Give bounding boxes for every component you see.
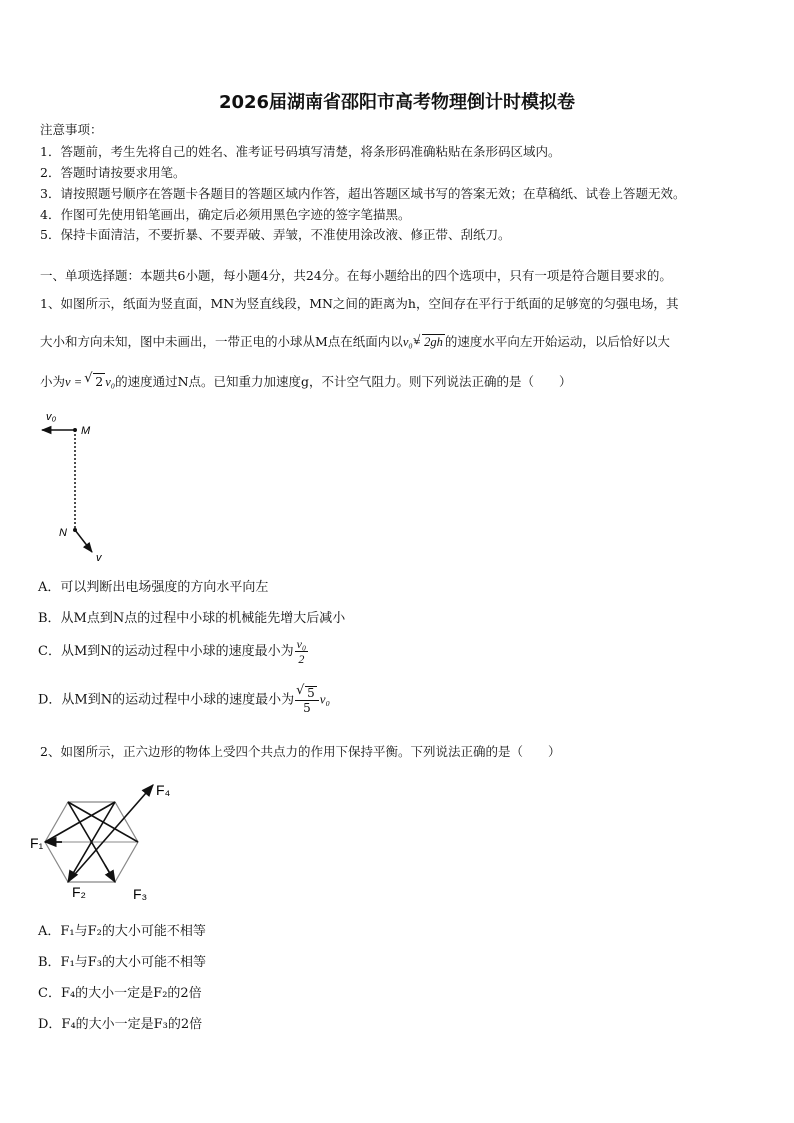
label-f4: F₄ <box>156 782 171 798</box>
label-v: v <box>96 552 102 564</box>
q1-option-d-num: √ 5 <box>305 686 317 699</box>
q1-figure <box>30 400 140 570</box>
v-arrow <box>75 530 92 552</box>
notice-item-2: 2．答题时请按要求用笔。 <box>40 165 186 180</box>
q1-stem-line1: 1、如图所示，纸面为竖直面，MN为竖直线段，MN之间的距离为h，空间存在平行于纸面的足够宽的匀强电场，其 <box>40 296 679 311</box>
label-f1: F₁ <box>30 835 44 851</box>
q1-line2a: 大小和方向未知，图中未画出，一带正电的小球从M点在纸面内以 <box>40 334 403 349</box>
q1-v0-eq: v₀= <box>402 335 422 349</box>
q2-option-d: D．F₄的大小一定是F₃的2倍 <box>38 1017 203 1032</box>
f4-arrow <box>68 785 153 882</box>
q1-v-eq: v = <box>65 375 86 389</box>
q1-line2b: 的速度水平向左开始运动，以后恰好以大 <box>444 334 670 349</box>
q2-option-c: C．F₄的大小一定是F₂的2倍 <box>38 986 202 1001</box>
q1-option-c-text: C．从M到N的运动过程中小球的速度最小为 <box>38 644 294 659</box>
point-m <box>73 428 77 432</box>
label-v0: v₀ <box>46 411 57 423</box>
q2-figure <box>30 775 190 905</box>
q1-option-c-den: 2 <box>298 652 305 666</box>
label-f2: F₂ <box>72 884 86 900</box>
q1-option-c <box>38 638 309 665</box>
notice-item-5: 5．保持卡面清洁，不要折暴、不要弄破、弄皱，不准使用涂改液、修正带、刮纸刀。 <box>40 227 511 242</box>
q1-option-b: B．从M点到N点的过程中小球的机械能先增大后减小 <box>38 611 346 626</box>
q1-option-d-den: 5 <box>303 701 311 715</box>
notice-item-1: 1．答题前，考生先将自己的姓名、准考证号码填写清楚，将条形码准确粘贴在条形码区域内。 <box>40 144 561 159</box>
q1-option-a: A．可以判断出电场强度的方向水平向左 <box>38 580 269 595</box>
notice-heading: 注意事项： <box>40 122 103 137</box>
q1-option-d-tail: v₀ <box>319 691 331 707</box>
q2-option-b: B．F₁与F₃的大小可能不相等 <box>38 955 207 970</box>
label-n: N <box>59 527 67 539</box>
f3-arrow <box>105 865 115 882</box>
q1-option-d-text: D．从M到N的运动过程中小球的速度最小为 <box>38 692 295 708</box>
section-heading: 一、单项选择题：本题共6小题，每小题4分，共24分。在每小题给出的四个选项中，只有一项是符合题目要求的。 <box>40 268 672 283</box>
label-m: M <box>81 425 91 437</box>
q1-option-d <box>38 686 330 714</box>
q1-line3b: 的速度通过N点。已知重力加速度g，不计空气阻力。则下列说法正确的是（ ） <box>115 374 572 389</box>
page-title: 2026届湖南省邵阳市高考物理倒计时模拟卷 <box>218 92 576 113</box>
q1-v0: v₀ <box>105 375 116 389</box>
q1-sqrt-2: √ 2 <box>93 373 105 389</box>
q1-option-c-num: v₀ <box>296 637 307 651</box>
q1-option-c-fraction <box>295 638 309 665</box>
q2-stem: 2、如图所示，正六边形的物体上受四个共点力的作用下保持平衡。下列说法正确的是（ ） <box>40 744 561 759</box>
q1-line3a: 小为 <box>40 374 66 389</box>
q2-option-a: A．F₁与F₂的大小可能不相等 <box>38 924 206 939</box>
q1-stem-line2 <box>40 332 670 350</box>
q1-stem-line3 <box>40 372 572 390</box>
q1-sqrt-2gh: √ 2gh <box>422 334 445 350</box>
notice-item-4: 4．作图可先使用铅笔画出，确定后必须用黑色字迹的签字笔描黑。 <box>40 207 411 222</box>
q1-option-d-fraction <box>295 686 319 714</box>
notice-item-3: 3．请按照题号顺序在答题卡各题目的答题区域内作答，超出答题区域书写的答案无效；在草稿纸、试卷上答题无效。 <box>40 186 686 201</box>
label-f3: F₃ <box>133 886 148 902</box>
